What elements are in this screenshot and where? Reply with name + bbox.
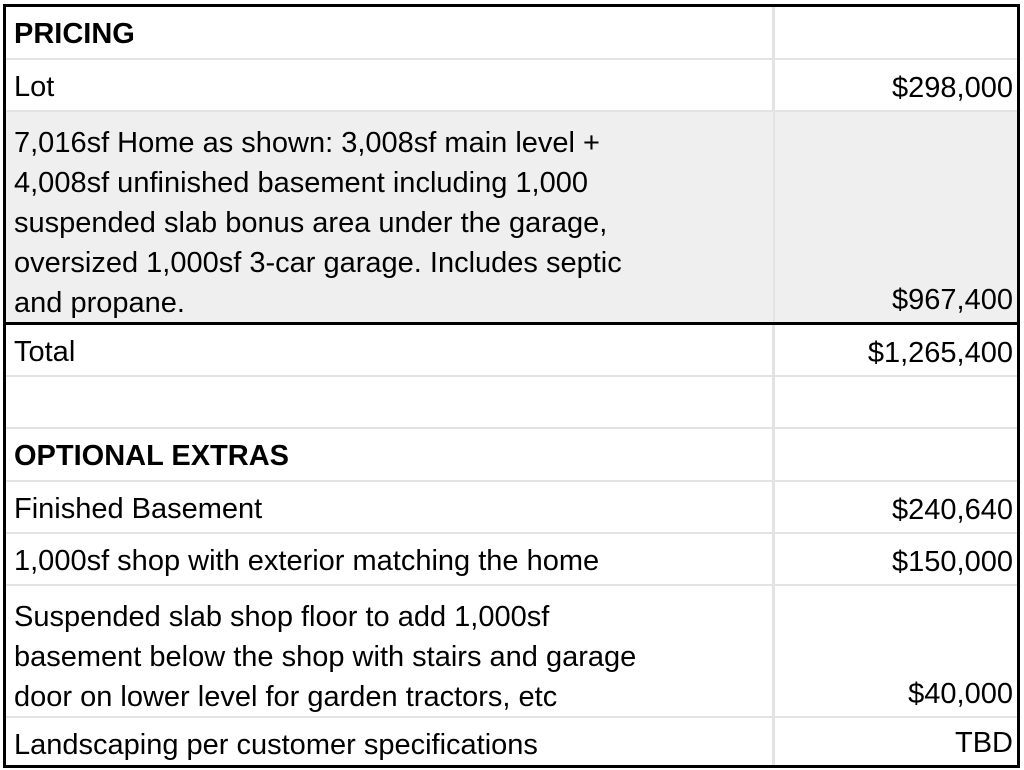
empty-label-cell xyxy=(6,377,773,427)
lot-label: Lot xyxy=(14,71,55,103)
lot-price: $298,000 xyxy=(892,72,1013,104)
pricing-heading-row xyxy=(6,7,1017,60)
total-price: $1,265,400 xyxy=(867,337,1013,369)
table-row-empty xyxy=(6,377,1017,429)
landscaping-label: Landscaping per customer specifications xyxy=(14,729,538,761)
pricing-heading: PRICING xyxy=(14,18,135,50)
suspended-slab-description xyxy=(6,586,773,716)
suspended-slab-line: door on lower level for garden tractors, etc xyxy=(14,681,558,713)
shop-price: $150,000 xyxy=(892,546,1013,578)
finished-basement-price-cell xyxy=(775,482,1017,532)
home-description xyxy=(6,112,773,322)
suspended-slab-line: Suspended slab shop floor to add 1,000sf xyxy=(14,601,550,633)
total-label: Total xyxy=(14,336,76,368)
table-row-total xyxy=(6,325,1017,377)
extras-heading-value-cell xyxy=(775,429,1017,480)
home-price: $967,400 xyxy=(892,284,1013,316)
table-row-lot xyxy=(6,60,1017,112)
finished-basement-label: Finished Basement xyxy=(14,493,263,525)
suspended-slab-line: basement below the shop with stairs and garage xyxy=(14,641,637,673)
home-description-line: 4,008sf unfinished basement including 1,000 xyxy=(14,167,588,199)
table-row-shop xyxy=(6,534,1017,586)
pricing-heading-value-cell xyxy=(775,7,1017,58)
table-row-suspended-slab xyxy=(6,586,1017,718)
table-row-home xyxy=(6,112,1017,325)
finished-basement-price: $240,640 xyxy=(892,494,1013,526)
home-price-cell xyxy=(775,112,1017,322)
suspended-slab-price: $40,000 xyxy=(908,678,1013,710)
lot-price-cell xyxy=(775,60,1017,110)
landscaping-price: TBD xyxy=(955,727,1013,759)
pricing-table xyxy=(3,4,1020,768)
home-description-line: 7,016sf Home as shown: 3,008sf main level + xyxy=(14,127,600,159)
shop-label: 1,000sf shop with exterior matching the home xyxy=(14,545,600,577)
shop-price-cell xyxy=(775,534,1017,584)
home-description-line: and propane. xyxy=(14,287,185,319)
table-row-landscaping xyxy=(6,718,1017,765)
extras-heading-row xyxy=(6,429,1017,482)
extras-heading: OPTIONAL EXTRAS xyxy=(14,440,289,472)
table-row-finished-basement xyxy=(6,482,1017,534)
home-description-line: oversized 1,000sf 3-car garage. Includes septic xyxy=(14,247,622,279)
suspended-slab-price-cell xyxy=(775,586,1017,716)
total-price-cell xyxy=(775,325,1017,375)
home-description-line: suspended slab bonus area under the garage, xyxy=(14,207,608,239)
empty-value-cell xyxy=(775,377,1017,427)
landscaping-price-cell xyxy=(775,718,1017,765)
